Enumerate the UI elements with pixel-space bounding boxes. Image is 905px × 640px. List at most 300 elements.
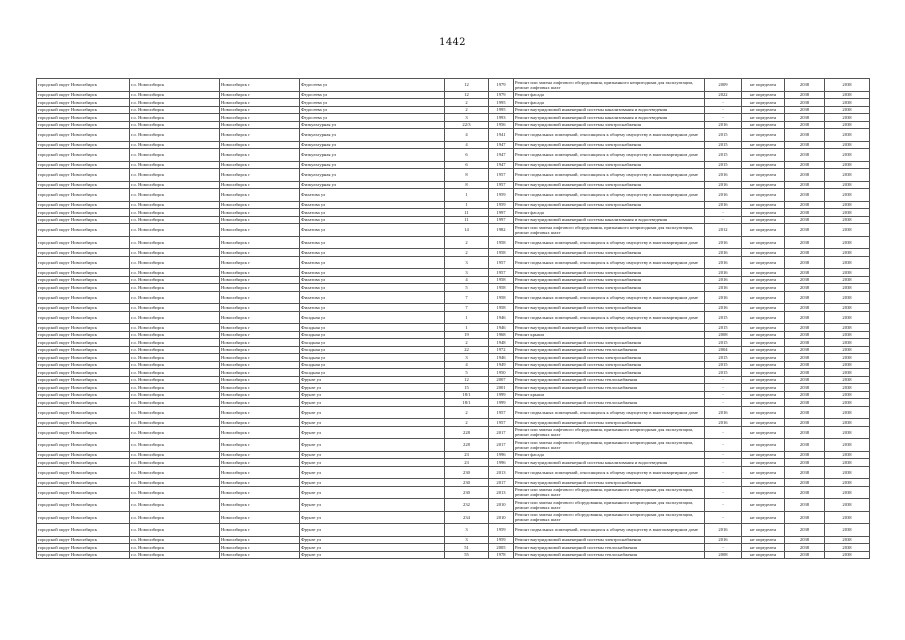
last-repair-year-cell: -	[705, 544, 742, 552]
street-cell: Филатова ул	[300, 256, 445, 269]
house-number-cell: 4	[445, 141, 489, 149]
house-number-cell: 3	[445, 256, 489, 269]
work-type-cell: Ремонт фасада	[514, 91, 705, 99]
municipal-district-cell: городской округ Новосибирск	[37, 284, 130, 292]
build-year-cell: 1946	[489, 324, 514, 332]
work-type-cell: Ремонт или замена лифтового оборудования, признанного непригодным для эксплуатации, ремонт лифтовых шахт	[514, 486, 705, 499]
last-repair-year-cell: -	[705, 209, 742, 217]
table-row	[37, 451, 870, 459]
status-cell: не определен	[742, 331, 785, 339]
city-cell: Новосибирск г	[220, 291, 300, 304]
period-end-cell: 2038	[825, 216, 870, 224]
work-type-cell: Ремонт или замена лифтового оборудования, признанного непригодным для эксплуатации, ремонт лифтовых шахт	[514, 511, 705, 524]
house-number-cell: 230	[445, 486, 489, 499]
house-number-cell: 14	[445, 224, 489, 237]
house-number-cell: 8	[445, 169, 489, 182]
table-row	[37, 269, 870, 277]
street-cell: Филатова ул	[300, 276, 445, 284]
city-cell: Новосибирск г	[220, 169, 300, 182]
period-start-cell: 2038	[785, 106, 825, 114]
street-cell: Федосеева ул	[300, 99, 445, 107]
street-cell: Филатова ул	[300, 291, 445, 304]
table-row	[37, 169, 870, 182]
settlement-cell: г.о. Новосибирск	[130, 376, 220, 384]
period-start-cell: 2038	[785, 384, 825, 392]
house-number-cell: 228	[445, 439, 489, 452]
city-cell: Новосибирск г	[220, 511, 300, 524]
work-type-cell: Ремонт внутридомовой инженерной системы канализования и водоотведения	[514, 216, 705, 224]
build-year-cell: 1959	[489, 524, 514, 537]
settlement-cell: г.о. Новосибирск	[130, 209, 220, 217]
build-year-cell: 2007	[489, 376, 514, 384]
street-cell: Филатова ул	[300, 284, 445, 292]
period-start-cell: 2038	[785, 189, 825, 202]
status-cell: не определен	[742, 499, 785, 512]
period-end-cell: 2038	[825, 511, 870, 524]
street-cell: Фрунзе ул	[300, 551, 445, 559]
city-cell: Новосибирск г	[220, 426, 300, 439]
period-start-cell: 2038	[785, 161, 825, 169]
settlement-cell: г.о. Новосибирск	[130, 399, 220, 407]
municipal-district-cell: городской округ Новосибирск	[37, 324, 130, 332]
table-row	[37, 536, 870, 544]
build-year-cell: 2013	[489, 486, 514, 499]
last-repair-year-cell: 2012	[705, 224, 742, 237]
last-repair-year-cell: -	[705, 391, 742, 399]
settlement-cell: г.о. Новосибирск	[130, 91, 220, 99]
last-repair-year-cell: 2015	[705, 369, 742, 377]
settlement-cell: г.о. Новосибирск	[130, 511, 220, 524]
status-cell: не определен	[742, 544, 785, 552]
settlement-cell: г.о. Новосибирск	[130, 284, 220, 292]
build-year-cell: 1957	[489, 419, 514, 427]
house-number-cell: 7	[445, 304, 489, 312]
house-number-cell: 15	[445, 384, 489, 392]
work-type-cell: Ремонт внутридомовой инженерной системы электроснабжения	[514, 354, 705, 362]
period-end-cell: 2038	[825, 121, 870, 129]
municipal-district-cell: городской округ Новосибирск	[37, 91, 130, 99]
street-cell: Фрунзе ул	[300, 406, 445, 419]
settlement-cell: г.о. Новосибирск	[130, 419, 220, 427]
period-start-cell: 2038	[785, 249, 825, 257]
last-repair-year-cell: 2008	[705, 551, 742, 559]
municipal-district-cell: городской округ Новосибирск	[37, 339, 130, 347]
period-end-cell: 2038	[825, 439, 870, 452]
period-end-cell: 2038	[825, 466, 870, 479]
street-cell: Федосеева ул	[300, 114, 445, 122]
city-cell: Новосибирск г	[220, 324, 300, 332]
house-number-cell: 234	[445, 511, 489, 524]
municipal-district-cell: городской округ Новосибирск	[37, 304, 130, 312]
last-repair-year-cell: -	[705, 451, 742, 459]
settlement-cell: г.о. Новосибирск	[130, 189, 220, 202]
municipal-district-cell: городской округ Новосибирск	[37, 79, 130, 92]
period-start-cell: 2038	[785, 114, 825, 122]
table-row	[37, 224, 870, 237]
street-cell: Филатова ул	[300, 249, 445, 257]
street-cell: Фрунзе ул	[300, 384, 445, 392]
period-end-cell: 2038	[825, 536, 870, 544]
last-repair-year-cell: 2015	[705, 129, 742, 142]
table-row	[37, 511, 870, 524]
period-end-cell: 2038	[825, 479, 870, 487]
status-cell: не определен	[742, 311, 785, 324]
house-number-cell: 11	[445, 209, 489, 217]
street-cell: Физкультурная ул	[300, 129, 445, 142]
house-number-cell: 1	[445, 189, 489, 202]
work-type-cell: Ремонт внутридомовой инженерной системы электроснабжения	[514, 339, 705, 347]
municipal-district-cell: городской округ Новосибирск	[37, 466, 130, 479]
last-repair-year-cell: 2016	[705, 201, 742, 209]
city-cell: Новосибирск г	[220, 284, 300, 292]
table-row	[37, 354, 870, 362]
settlement-cell: г.о. Новосибирск	[130, 216, 220, 224]
table-row	[37, 291, 870, 304]
table-row	[37, 141, 870, 149]
street-cell: Фрунзе ул	[300, 466, 445, 479]
work-type-cell: Ремонт подвальных помещений, относящихся к общему имуществу в многоквартирном доме	[514, 236, 705, 249]
status-cell: не определен	[742, 536, 785, 544]
period-end-cell: 2038	[825, 129, 870, 142]
street-cell: Физкультурная ул	[300, 169, 445, 182]
work-type-cell: Ремонт внутридомовой инженерной системы электроснабжения	[514, 361, 705, 369]
house-number-cell: 2	[445, 99, 489, 107]
settlement-cell: г.о. Новосибирск	[130, 391, 220, 399]
status-cell: не определен	[742, 269, 785, 277]
period-end-cell: 2038	[825, 114, 870, 122]
municipal-district-cell: городской округ Новосибирск	[37, 451, 130, 459]
table-body	[37, 79, 870, 559]
period-start-cell: 2038	[785, 256, 825, 269]
build-year-cell: 1946	[489, 354, 514, 362]
period-end-cell: 2038	[825, 284, 870, 292]
period-start-cell: 2038	[785, 399, 825, 407]
house-number-cell: 2	[445, 249, 489, 257]
last-repair-year-cell: 2015	[705, 161, 742, 169]
work-type-cell: Ремонт внутридомовой инженерной системы электроснабжения	[514, 161, 705, 169]
repair-program-table-wrap	[36, 78, 869, 559]
settlement-cell: г.о. Новосибирск	[130, 544, 220, 552]
status-cell: не определен	[742, 201, 785, 209]
build-year-cell: 2017	[489, 439, 514, 452]
house-number-cell: 3	[445, 114, 489, 122]
period-end-cell: 2038	[825, 236, 870, 249]
period-start-cell: 2038	[785, 361, 825, 369]
municipal-district-cell: городской округ Новосибирск	[37, 499, 130, 512]
municipal-district-cell: городской округ Новосибирск	[37, 149, 130, 162]
last-repair-year-cell: -	[705, 459, 742, 467]
status-cell: не определен	[742, 419, 785, 427]
table-row	[37, 114, 870, 122]
table-row	[37, 311, 870, 324]
house-number-cell: 3	[445, 269, 489, 277]
status-cell: не определен	[742, 466, 785, 479]
table-row	[37, 439, 870, 452]
build-year-cell: 1968	[489, 331, 514, 339]
status-cell: не определен	[742, 324, 785, 332]
period-start-cell: 2038	[785, 269, 825, 277]
city-cell: Новосибирск г	[220, 376, 300, 384]
page-number: 1442	[439, 37, 466, 48]
status-cell: не определен	[742, 189, 785, 202]
municipal-district-cell: городской округ Новосибирск	[37, 224, 130, 237]
settlement-cell: г.о. Новосибирск	[130, 269, 220, 277]
table-row	[37, 524, 870, 537]
city-cell: Новосибирск г	[220, 439, 300, 452]
municipal-district-cell: городской округ Новосибирск	[37, 99, 130, 107]
last-repair-year-cell: 2015	[705, 149, 742, 162]
street-cell: Филатова ул	[300, 236, 445, 249]
table-row	[37, 161, 870, 169]
house-number-cell: 4	[445, 129, 489, 142]
street-cell: Фрунзе ул	[300, 479, 445, 487]
status-cell: не определен	[742, 236, 785, 249]
last-repair-year-cell: -	[705, 99, 742, 107]
build-year-cell: 1948	[489, 339, 514, 347]
period-end-cell: 2038	[825, 399, 870, 407]
period-end-cell: 2038	[825, 406, 870, 419]
work-type-cell: Ремонт внутридомовой инженерной системы электроснабжения	[514, 269, 705, 277]
period-end-cell: 2038	[825, 79, 870, 92]
table-row	[37, 426, 870, 439]
last-repair-year-cell: -	[705, 376, 742, 384]
work-type-cell: Ремонт подвальных помещений, относящихся к общему имуществу в многоквартирном доме	[514, 169, 705, 182]
settlement-cell: г.о. Новосибирск	[130, 324, 220, 332]
last-repair-year-cell: 2016	[705, 276, 742, 284]
settlement-cell: г.о. Новосибирск	[130, 479, 220, 487]
settlement-cell: г.о. Новосибирск	[130, 311, 220, 324]
period-start-cell: 2038	[785, 91, 825, 99]
municipal-district-cell: городской округ Новосибирск	[37, 114, 130, 122]
period-end-cell: 2038	[825, 311, 870, 324]
street-cell: Филатова ул	[300, 201, 445, 209]
build-year-cell: 1996	[489, 451, 514, 459]
municipal-district-cell: городской округ Новосибирск	[37, 161, 130, 169]
build-year-cell: 1997	[489, 209, 514, 217]
period-start-cell: 2038	[785, 406, 825, 419]
city-cell: Новосибирск г	[220, 499, 300, 512]
table-row	[37, 376, 870, 384]
work-type-cell: Ремонт внутридомовой инженерной системы электроснабжения	[514, 201, 705, 209]
work-type-cell: Ремонт или замена лифтового оборудования, признанного непригодным для эксплуатации, ремонт лифтовых шахт	[514, 499, 705, 512]
period-start-cell: 2038	[785, 451, 825, 459]
period-start-cell: 2038	[785, 141, 825, 149]
repair-program-table	[36, 78, 870, 559]
house-number-cell: 3	[445, 354, 489, 362]
status-cell: не определен	[742, 91, 785, 99]
street-cell: Федосеева ул	[300, 79, 445, 92]
house-number-cell: 12	[445, 79, 489, 92]
table-row	[37, 121, 870, 129]
settlement-cell: г.о. Новосибирск	[130, 466, 220, 479]
municipal-district-cell: городской округ Новосибирск	[37, 406, 130, 419]
work-type-cell: Ремонт подвальных помещений, относящихся к общему имуществу в многоквартирном доме	[514, 291, 705, 304]
municipal-district-cell: городской округ Новосибирск	[37, 439, 130, 452]
table-row	[37, 331, 870, 339]
house-number-cell: 2	[445, 419, 489, 427]
street-cell: Фасадная ул	[300, 331, 445, 339]
city-cell: Новосибирск г	[220, 91, 300, 99]
period-end-cell: 2038	[825, 419, 870, 427]
city-cell: Новосибирск г	[220, 201, 300, 209]
work-type-cell: Ремонт внутридомовой инженерной системы теплоснабжения	[514, 376, 705, 384]
street-cell: Физкультурная ул	[300, 181, 445, 189]
table-row	[37, 406, 870, 419]
table-row	[37, 361, 870, 369]
work-type-cell: Ремонт внутридомовой инженерной системы электроснабжения	[514, 304, 705, 312]
build-year-cell: 1982	[489, 224, 514, 237]
table-row	[37, 346, 870, 354]
period-start-cell: 2038	[785, 511, 825, 524]
last-repair-year-cell: 2016	[705, 236, 742, 249]
municipal-district-cell: городской округ Новосибирск	[37, 209, 130, 217]
table-row	[37, 486, 870, 499]
house-number-cell: 3	[445, 536, 489, 544]
period-end-cell: 2038	[825, 201, 870, 209]
house-number-cell: 228	[445, 426, 489, 439]
period-start-cell: 2038	[785, 99, 825, 107]
last-repair-year-cell: -	[705, 216, 742, 224]
status-cell: не определен	[742, 114, 785, 122]
work-type-cell: Ремонт внутридомовой инженерной системы электроснабжения	[514, 141, 705, 149]
street-cell: Филатова ул	[300, 269, 445, 277]
city-cell: Новосибирск г	[220, 114, 300, 122]
build-year-cell: 1995	[489, 99, 514, 107]
street-cell: Федосеева ул	[300, 106, 445, 114]
period-end-cell: 2038	[825, 499, 870, 512]
last-repair-year-cell: 2016	[705, 419, 742, 427]
house-number-cell: 51	[445, 544, 489, 552]
period-end-cell: 2038	[825, 426, 870, 439]
municipal-district-cell: городской округ Новосибирск	[37, 216, 130, 224]
build-year-cell: 1957	[489, 406, 514, 419]
house-number-cell: 4	[445, 276, 489, 284]
status-cell: не определен	[742, 361, 785, 369]
city-cell: Новосибирск г	[220, 536, 300, 544]
build-year-cell: 2010	[489, 499, 514, 512]
period-end-cell: 2038	[825, 459, 870, 467]
period-start-cell: 2038	[785, 499, 825, 512]
settlement-cell: г.о. Новосибирск	[130, 486, 220, 499]
house-number-cell: 230	[445, 479, 489, 487]
table-row	[37, 466, 870, 479]
municipal-district-cell: городской округ Новосибирск	[37, 331, 130, 339]
municipal-district-cell: городской округ Новосибирск	[37, 249, 130, 257]
period-end-cell: 2038	[825, 256, 870, 269]
work-type-cell: Ремонт фасада	[514, 209, 705, 217]
period-end-cell: 2038	[825, 391, 870, 399]
status-cell: не определен	[742, 121, 785, 129]
house-number-cell: 2	[445, 106, 489, 114]
table-row	[37, 419, 870, 427]
period-start-cell: 2038	[785, 216, 825, 224]
street-cell: Филатова ул	[300, 216, 445, 224]
settlement-cell: г.о. Новосибирск	[130, 291, 220, 304]
last-repair-year-cell: 2016	[705, 291, 742, 304]
table-row	[37, 284, 870, 292]
build-year-cell: 2013	[489, 466, 514, 479]
municipal-district-cell: городской округ Новосибирск	[37, 346, 130, 354]
city-cell: Новосибирск г	[220, 121, 300, 129]
period-end-cell: 2038	[825, 161, 870, 169]
period-end-cell: 2038	[825, 106, 870, 114]
period-end-cell: 2038	[825, 91, 870, 99]
build-year-cell: 1979	[489, 79, 514, 92]
city-cell: Новосибирск г	[220, 451, 300, 459]
last-repair-year-cell: 2016	[705, 189, 742, 202]
settlement-cell: г.о. Новосибирск	[130, 276, 220, 284]
build-year-cell: 1995	[489, 106, 514, 114]
settlement-cell: г.о. Новосибирск	[130, 141, 220, 149]
house-number-cell: 55	[445, 551, 489, 559]
street-cell: Фрунзе ул	[300, 511, 445, 524]
municipal-district-cell: городской округ Новосибирск	[37, 189, 130, 202]
house-number-cell: 11	[445, 216, 489, 224]
street-cell: Филатова ул	[300, 224, 445, 237]
build-year-cell: 1958	[489, 276, 514, 284]
house-number-cell: 5	[445, 284, 489, 292]
street-cell: Фрунзе ул	[300, 391, 445, 399]
municipal-district-cell: городской округ Новосибирск	[37, 551, 130, 559]
city-cell: Новосибирск г	[220, 339, 300, 347]
street-cell: Фрунзе ул	[300, 536, 445, 544]
table-row	[37, 499, 870, 512]
build-year-cell: 1947	[489, 141, 514, 149]
municipal-district-cell: городской округ Новосибирск	[37, 141, 130, 149]
municipal-district-cell: городской округ Новосибирск	[37, 391, 130, 399]
city-cell: Новосибирск г	[220, 161, 300, 169]
status-cell: не определен	[742, 384, 785, 392]
build-year-cell: 2017	[489, 479, 514, 487]
municipal-district-cell: городской округ Новосибирск	[37, 524, 130, 537]
city-cell: Новосибирск г	[220, 141, 300, 149]
city-cell: Новосибирск г	[220, 79, 300, 92]
period-start-cell: 2038	[785, 276, 825, 284]
street-cell: Физкультурная ул	[300, 161, 445, 169]
street-cell: Физкультурная ул	[300, 149, 445, 162]
work-type-cell: Ремонт подвальных помещений, относящихся к общему имуществу в многоквартирном доме	[514, 466, 705, 479]
period-start-cell: 2038	[785, 544, 825, 552]
table-row	[37, 256, 870, 269]
build-year-cell: 1972	[489, 346, 514, 354]
build-year-cell: 2005	[489, 544, 514, 552]
municipal-district-cell: городской округ Новосибирск	[37, 311, 130, 324]
table-row	[37, 276, 870, 284]
work-type-cell: Ремонт внутридомовой инженерной системы теплоснабжения	[514, 551, 705, 559]
table-row	[37, 149, 870, 162]
build-year-cell: 1978	[489, 551, 514, 559]
period-start-cell: 2038	[785, 459, 825, 467]
period-start-cell: 2038	[785, 169, 825, 182]
period-end-cell: 2038	[825, 544, 870, 552]
work-type-cell: Ремонт фасада	[514, 99, 705, 107]
status-cell: не определен	[742, 284, 785, 292]
table-row	[37, 249, 870, 257]
street-cell: Фасадная ул	[300, 354, 445, 362]
work-type-cell: Ремонт или замена лифтового оборудования, признанного непригодным для эксплуатации, ремонт лифтовых шахт	[514, 426, 705, 439]
period-end-cell: 2038	[825, 189, 870, 202]
last-repair-year-cell: -	[705, 511, 742, 524]
work-type-cell: Ремонт внутридомовой инженерной системы электроснабжения	[514, 479, 705, 487]
last-repair-year-cell: 2008	[705, 331, 742, 339]
house-number-cell: 232	[445, 499, 489, 512]
build-year-cell: 1997	[489, 216, 514, 224]
settlement-cell: г.о. Новосибирск	[130, 524, 220, 537]
table-row	[37, 459, 870, 467]
work-type-cell: Ремонт крыши	[514, 331, 705, 339]
settlement-cell: г.о. Новосибирск	[130, 451, 220, 459]
build-year-cell: 1993	[489, 114, 514, 122]
